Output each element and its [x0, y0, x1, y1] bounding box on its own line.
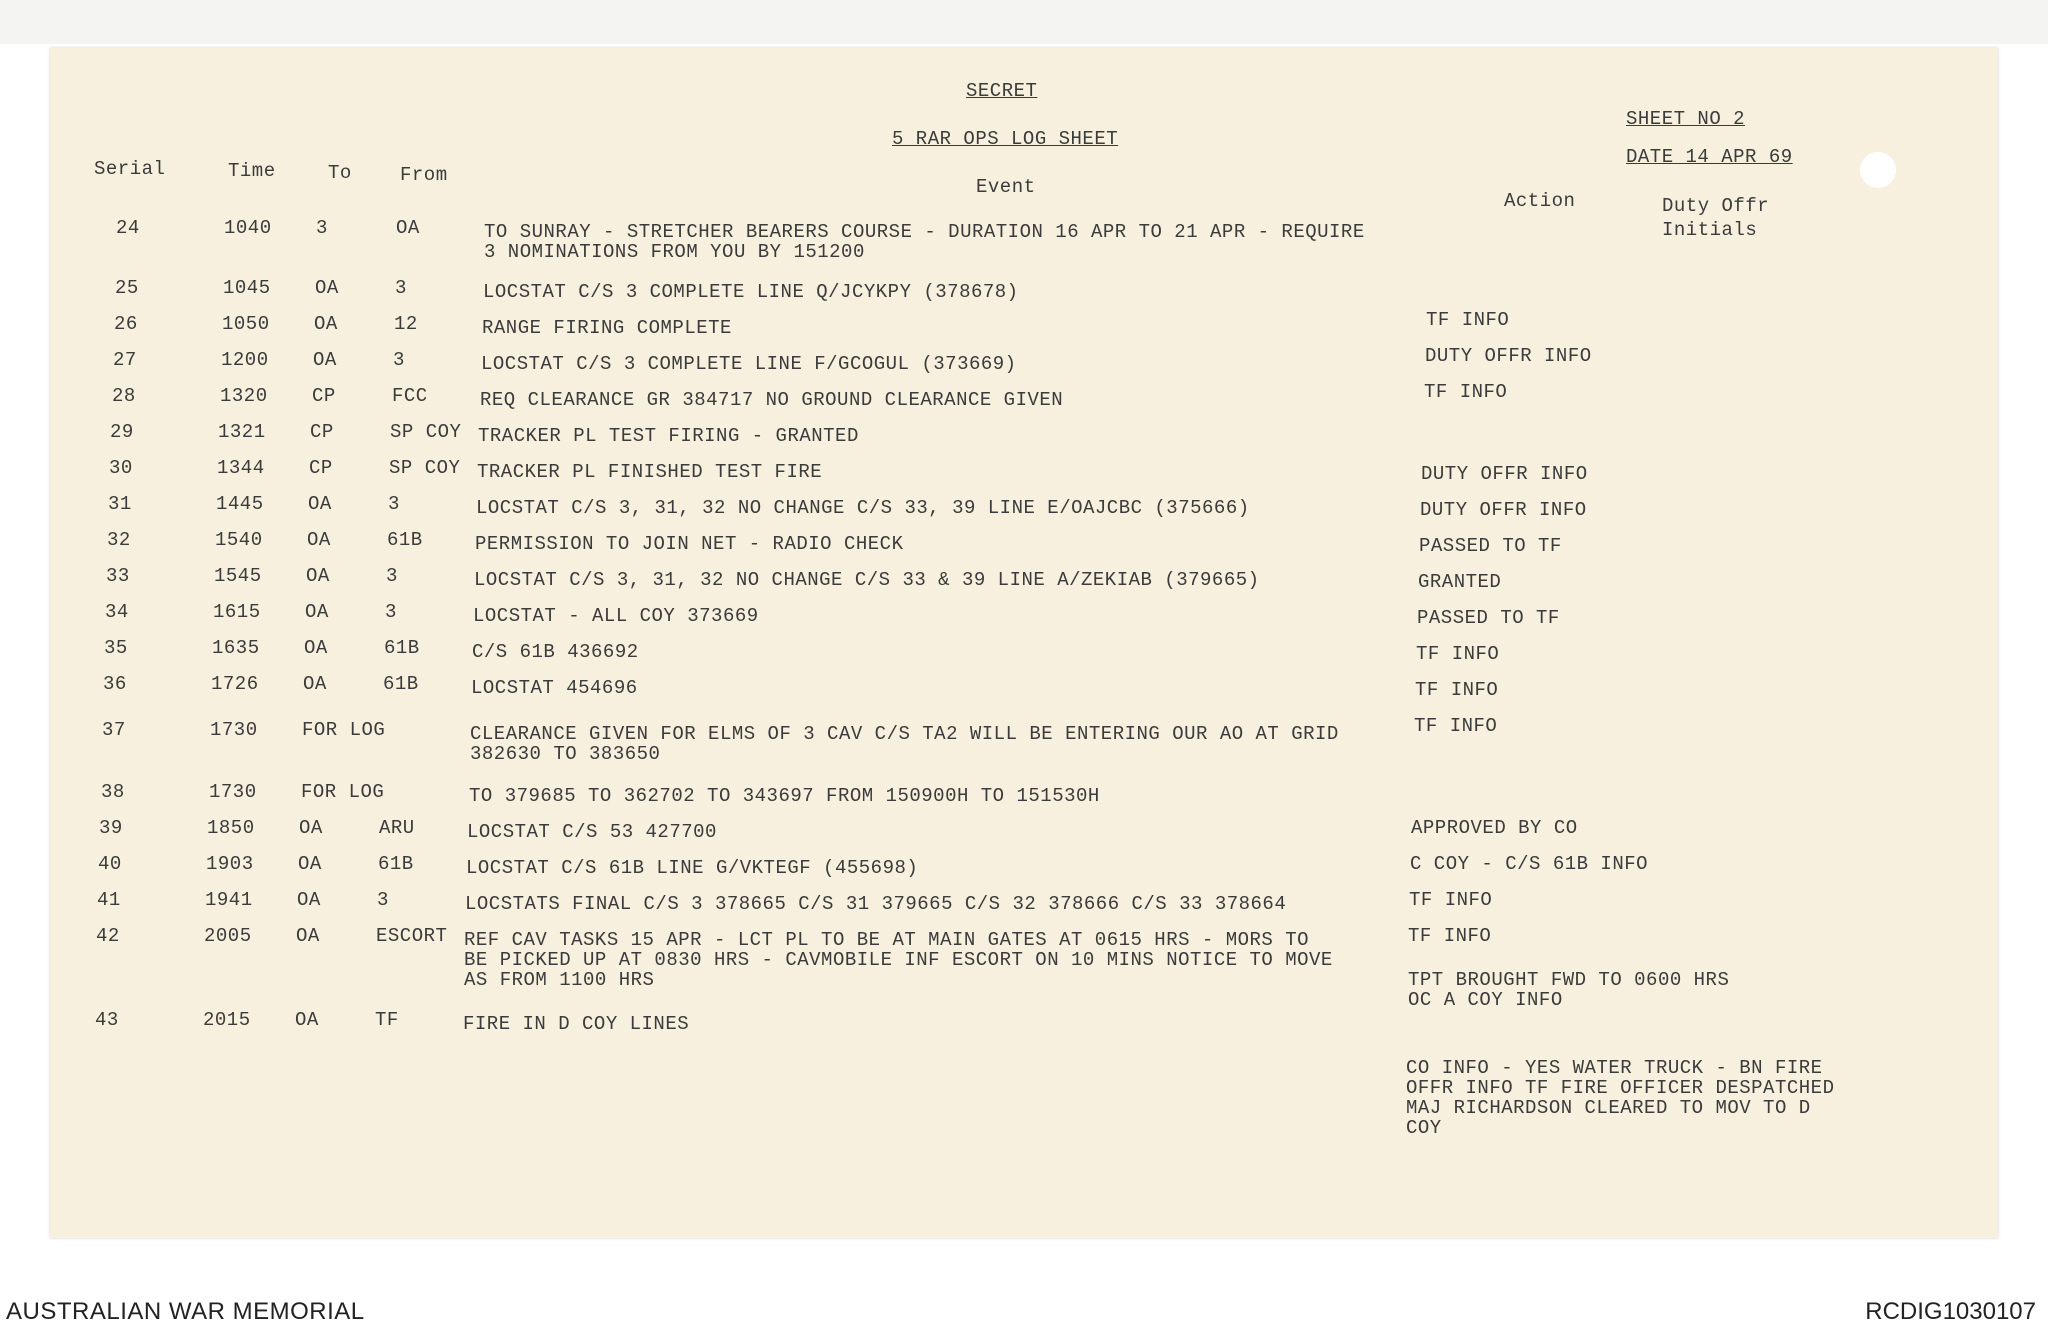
row-from: 3: [385, 601, 397, 623]
row-event: LOCSTAT C/S 3 COMPLETE LINE F/GCOGUL (373669): [481, 353, 1017, 375]
row-from: SP COY: [390, 421, 462, 443]
row-action: TF INFO: [1416, 643, 1500, 665]
row-event: LOCSTAT 454696: [471, 677, 638, 699]
row-serial: 39: [99, 817, 123, 839]
row-serial: 41: [97, 889, 121, 911]
row-serial: 27: [113, 349, 137, 371]
row-action: PASSED TO TF: [1419, 535, 1562, 557]
row-time: 1344: [217, 457, 265, 479]
header-event: Event: [976, 176, 1036, 198]
row-from: 3: [395, 277, 407, 299]
row-action: APPROVED BY CO: [1411, 817, 1578, 839]
row-from: 3: [388, 493, 400, 515]
sheet-title: 5 RAR OPS LOG SHEET: [892, 128, 1119, 150]
row-event: PERMISSION TO JOIN NET - RADIO CHECK: [475, 533, 904, 555]
header-serial: Serial: [94, 158, 166, 180]
row-event: LOCSTAT - ALL COY 373669: [473, 605, 759, 627]
row-event: LOCSTAT C/S 3, 31, 32 NO CHANGE C/S 33, 39 LINE E/OAJCBC (375666): [476, 497, 1250, 519]
header-time: Time: [228, 160, 276, 182]
row-to: OA: [315, 277, 339, 299]
row-time: 1635: [212, 637, 260, 659]
row-to: FOR LOG: [302, 719, 386, 741]
row-from: 3: [393, 349, 405, 371]
row-from: 61B: [387, 529, 423, 551]
row-action: DUTY OFFR INFO: [1421, 463, 1588, 485]
row-action: TF INFO: [1414, 715, 1498, 737]
row-from: ARU: [379, 817, 415, 839]
row-from: 12: [394, 313, 418, 335]
row-time: 1850: [207, 817, 255, 839]
row-event: LOCSTAT C/S 3 COMPLETE LINE Q/JCYKPY (378678): [483, 281, 1019, 303]
row-to: CP: [309, 457, 333, 479]
row-time: 1200: [221, 349, 269, 371]
row-event: CLEARANCE GIVEN FOR ELMS OF 3 CAV C/S TA2 WILL BE ENTERING OUR AO AT GRID 382630 TO 383650: [470, 723, 1339, 765]
row-to: OA: [308, 493, 332, 515]
row-to: OA: [299, 817, 323, 839]
row-serial: 36: [103, 673, 127, 695]
row-serial: 31: [108, 493, 132, 515]
row-serial: 28: [112, 385, 136, 407]
row-time: 1730: [209, 781, 257, 803]
row-event: LOCSTAT C/S 61B LINE G/VKTEGF (455698): [466, 857, 919, 879]
action-note: TPT BROUGHT FWD TO 0600 HRS OC A COY INFO: [1408, 969, 1730, 1011]
punch-hole: [1860, 152, 1896, 188]
row-time: 1615: [213, 601, 261, 623]
row-serial: 37: [102, 719, 126, 741]
row-action: PASSED TO TF: [1417, 607, 1560, 629]
row-from: TF: [375, 1009, 399, 1031]
row-serial: 35: [104, 637, 128, 659]
row-time: 1730: [210, 719, 258, 741]
row-from: 61B: [383, 673, 419, 695]
row-action: GRANTED: [1418, 571, 1502, 593]
row-event: C/S 61B 436692: [472, 641, 639, 663]
row-to: OA: [295, 1009, 319, 1031]
row-to: OA: [296, 925, 320, 947]
row-to: OA: [297, 889, 321, 911]
row-from: 61B: [384, 637, 420, 659]
top-band: [0, 0, 2048, 44]
row-from: FCC: [392, 385, 428, 407]
row-from: ESCORT: [376, 925, 448, 947]
row-time: 1321: [218, 421, 266, 443]
row-action: TF INFO: [1415, 679, 1499, 701]
row-time: 1050: [222, 313, 270, 335]
row-from: OA: [396, 217, 420, 239]
row-to: CP: [310, 421, 334, 443]
row-serial: 38: [101, 781, 125, 803]
row-serial: 43: [95, 1009, 119, 1031]
row-serial: 25: [115, 277, 139, 299]
row-to: OA: [298, 853, 322, 875]
row-serial: 34: [105, 601, 129, 623]
row-from: 61B: [378, 853, 414, 875]
row-event: RANGE FIRING COMPLETE: [482, 317, 732, 339]
row-time: 1726: [211, 673, 259, 695]
row-event: FIRE IN D COY LINES: [463, 1013, 690, 1035]
row-time: 1320: [220, 385, 268, 407]
row-serial: 26: [114, 313, 138, 335]
archive-name: AUSTRALIAN WAR MEMORIAL: [6, 1298, 365, 1325]
row-time: 1445: [216, 493, 264, 515]
row-serial: 33: [106, 565, 130, 587]
header-from: From: [400, 164, 448, 186]
row-to: OA: [307, 529, 331, 551]
row-to: OA: [313, 349, 337, 371]
row-to: OA: [314, 313, 338, 335]
row-action: TF INFO: [1408, 925, 1492, 947]
row-time: 1045: [223, 277, 271, 299]
row-action: DUTY OFFR INFO: [1425, 345, 1592, 367]
row-event: TRACKER PL TEST FIRING - GRANTED: [478, 425, 859, 447]
row-to: OA: [306, 565, 330, 587]
row-serial: 30: [109, 457, 133, 479]
row-action: DUTY OFFR INFO: [1420, 499, 1587, 521]
row-time: 1903: [206, 853, 254, 875]
row-time: 1540: [215, 529, 263, 551]
row-event: TRACKER PL FINISHED TEST FIRE: [477, 461, 823, 483]
row-to: OA: [303, 673, 327, 695]
row-from: SP COY: [389, 457, 461, 479]
row-event: LOCSTATS FINAL C/S 3 378665 C/S 31 379665 C/S 32 378666 C/S 33 378664: [465, 893, 1287, 915]
row-time: 1545: [214, 565, 262, 587]
row-from: 3: [377, 889, 389, 911]
row-event: LOCSTAT C/S 3, 31, 32 NO CHANGE C/S 33 & 39 LINE A/ZEKIAB (379665): [474, 569, 1260, 591]
row-serial: 40: [98, 853, 122, 875]
row-event: REF CAV TASKS 15 APR - LCT PL TO BE AT MAIN GATES AT 0615 HRS - MORS TO BE PICKED UP AT 0830 HRS - CAVMOBILE INF ESCORT ON 10 MINS NOTICE TO MOVE AS FROM 1100 HRS: [464, 929, 1333, 991]
row-time: 1040: [224, 217, 272, 239]
row-to: 3: [316, 217, 328, 239]
sheet-date: DATE 14 APR 69: [1626, 146, 1793, 168]
row-to: CP: [312, 385, 336, 407]
classification-label: SECRET: [966, 80, 1038, 102]
document-id: RCDIG1030107: [1865, 1298, 2036, 1325]
row-serial: 24: [116, 217, 140, 239]
action-note: CO INFO - YES WATER TRUCK - BN FIRE OFFR INFO TF FIRE OFFICER DESPATCHED MAJ RICHARDSON CLEARED TO MOV TO D COY: [1406, 1057, 1835, 1139]
row-from: 3: [386, 565, 398, 587]
row-to: OA: [304, 637, 328, 659]
row-action: TF INFO: [1424, 381, 1508, 403]
header-action: Action: [1504, 190, 1576, 212]
row-action: C COY - C/S 61B INFO: [1410, 853, 1649, 875]
row-event: TO 379685 TO 362702 TO 343697 FROM 150900H TO 151530H: [469, 785, 1100, 807]
header-duty-offr: Duty Offr Initials: [1662, 195, 1770, 241]
sheet-number: SHEET NO 2: [1626, 108, 1746, 130]
row-action: TF INFO: [1409, 889, 1493, 911]
header-to: To: [328, 162, 352, 184]
row-serial: 42: [96, 925, 120, 947]
row-serial: 29: [110, 421, 134, 443]
row-serial: 32: [107, 529, 131, 551]
row-to: FOR LOG: [301, 781, 385, 803]
row-time: 2015: [203, 1009, 251, 1031]
row-time: 1941: [205, 889, 253, 911]
row-event: TO SUNRAY - STRETCHER BEARERS COURSE - DURATION 16 APR TO 21 APR - REQUIRE 3 NOMINATIONS FROM YOU BY 151200: [484, 221, 1365, 263]
row-event: REQ CLEARANCE GR 384717 NO GROUND CLEARANCE GIVEN: [480, 389, 1064, 411]
row-time: 2005: [204, 925, 252, 947]
row-to: OA: [305, 601, 329, 623]
row-action: TF INFO: [1426, 309, 1510, 331]
row-event: LOCSTAT C/S 53 427700: [467, 821, 717, 843]
